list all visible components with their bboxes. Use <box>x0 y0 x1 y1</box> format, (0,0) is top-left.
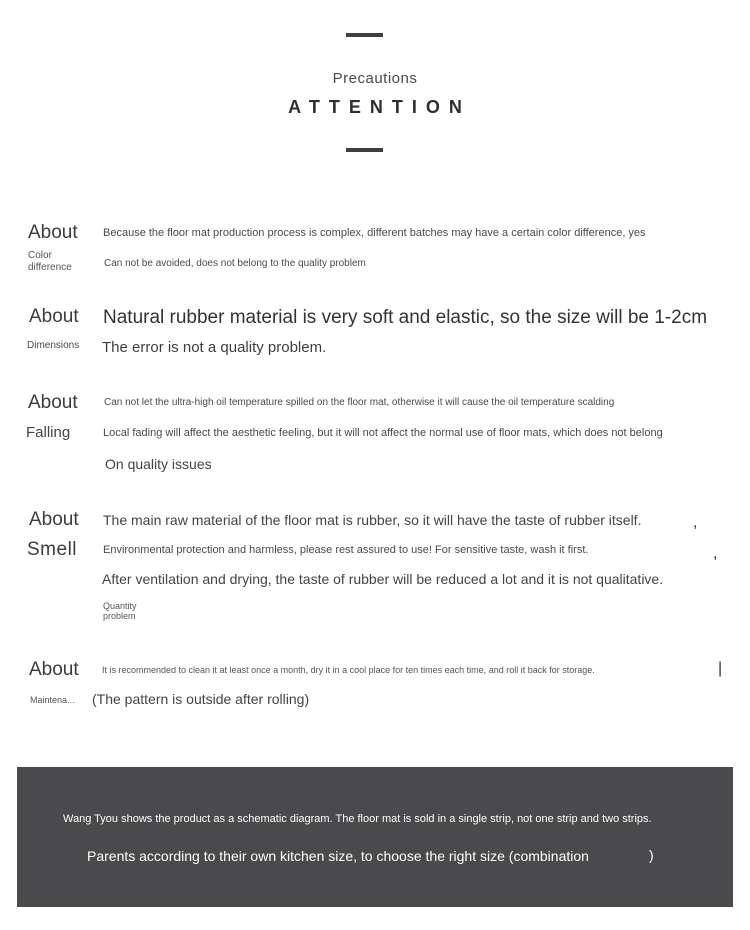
footer-note-line: Parents according to their own kitchen size, to choose the right size (combination <box>87 848 589 864</box>
section-text-line: The main raw material of the floor mat is rubber, so it will have the taste of rubber itself. <box>103 512 642 528</box>
section-about-label: About <box>29 306 79 327</box>
section-text-line: It is recommended to clean it at least once a month, dry it in a cool place for ten times each time, and roll it back for storage. <box>102 665 595 675</box>
top-divider-bar <box>346 33 383 37</box>
page-title: ATTENTION <box>288 97 471 117</box>
section-sub-label: Maintena... <box>30 695 75 705</box>
section-comma: , <box>693 514 698 531</box>
section-text-line: Natural rubber material is very soft and elastic, so the size will be 1-2cm <box>103 307 708 328</box>
section-text-line: Local fading will affect the aesthetic feeling, but it will not affect the normal use of floor mats, which does not belong <box>103 427 663 439</box>
section-text-line: Can not let the ultra-high oil temperature spilled on the floor mat, otherwise it will cause the oil temperature scalding <box>104 397 615 408</box>
section-text-line: Can not be avoided, does not belong to the quality problem <box>104 258 366 269</box>
section-comma: , <box>713 545 718 562</box>
section-about-label: About <box>28 392 78 413</box>
section-text-line: Because the floor mat production process is complex, different batches may have a certain color difference, yes <box>103 227 646 239</box>
section-sub-label: Falling <box>26 424 71 441</box>
footer-note-line: Wang Tyou shows the product as a schematic diagram. The floor mat is sold in a single strip, not one strip and two strips. <box>63 813 652 825</box>
header-kicker: Precautions <box>332 70 418 87</box>
section-bar-glyph: | <box>718 660 723 677</box>
footer-banner <box>17 767 733 907</box>
section-note: Quantity problem <box>103 601 137 621</box>
footer-paren: ) <box>649 847 654 863</box>
section-text-line: On quality issues <box>105 456 212 472</box>
section-text-line: The error is not a quality problem. <box>102 339 327 356</box>
section-sub-label: Smell <box>27 539 78 560</box>
section-about-label: About <box>28 222 78 243</box>
section-about-label: About <box>29 659 79 680</box>
section-sub-label: Color difference <box>28 250 72 273</box>
section-sub-label: Dimensions <box>27 340 80 351</box>
section-text-line: Environmental protection and harmless, please rest assured to use! For sensitive taste, wash it first. <box>103 544 589 556</box>
section-about-label: About <box>29 509 79 530</box>
section-text-line: After ventilation and drying, the taste of rubber will be reduced a lot and it is not qualitative. <box>102 571 664 587</box>
section-text-line: (The pattern is outside after rolling) <box>92 691 310 707</box>
bottom-divider-bar <box>346 148 383 152</box>
